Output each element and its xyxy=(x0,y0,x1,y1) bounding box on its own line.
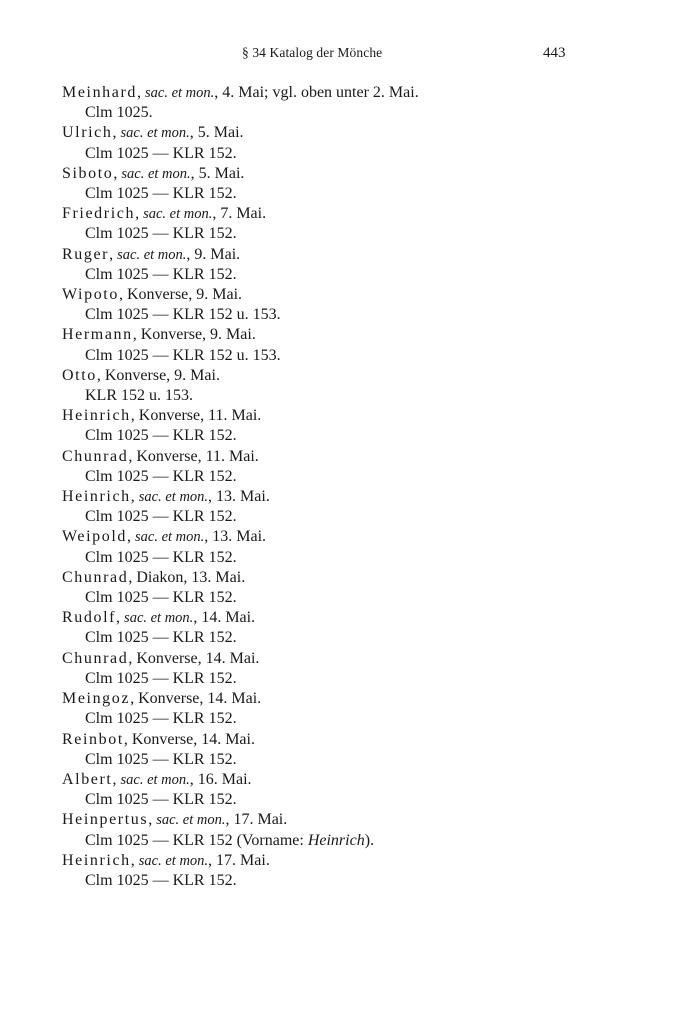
role-italic: sac. et mon. xyxy=(120,125,190,142)
role-italic: sac. et mon. xyxy=(117,246,187,263)
separator: , xyxy=(137,84,146,101)
entry-head-line xyxy=(62,447,662,467)
catalog-entry xyxy=(62,123,662,163)
entry-detail: Diakon, 13. Mai. xyxy=(136,568,246,586)
separator: , xyxy=(130,488,139,506)
entry-detail: , 14. Mai. xyxy=(193,609,256,627)
entry-head-line xyxy=(62,851,662,871)
monk-name: Ruger xyxy=(62,245,110,263)
page-number: 443 xyxy=(543,45,566,61)
catalog-entry xyxy=(62,164,662,204)
entry-head-line xyxy=(62,366,662,386)
reference-text: Clm 1025 — KLR 152. xyxy=(85,669,237,687)
entry-reference xyxy=(62,467,662,487)
reference-text: Clm 1025 — KLR 152. xyxy=(85,548,237,566)
monk-catalog-list xyxy=(62,83,662,891)
catalog-entry xyxy=(62,447,662,487)
monk-name: Heinpertus xyxy=(62,811,149,829)
entry-detail: Konverse, 11. Mai. xyxy=(138,407,262,425)
catalog-entry xyxy=(62,608,662,648)
entry-reference xyxy=(62,144,662,164)
role-italic: sac. et mon. xyxy=(135,529,205,546)
separator: , xyxy=(109,245,118,263)
role-italic: sac. et mon. xyxy=(156,812,226,829)
entry-reference xyxy=(62,265,662,285)
entry-head-line xyxy=(62,527,662,547)
entry-head-line xyxy=(62,406,662,426)
catalog-entry xyxy=(62,568,662,608)
catalog-entry xyxy=(62,851,662,891)
entry-detail: , 5. Mai. xyxy=(189,124,244,142)
entry-reference xyxy=(62,386,662,406)
entry-head-line xyxy=(62,649,662,669)
entry-detail: , 7. Mai. xyxy=(212,205,267,223)
entry-reference xyxy=(62,103,662,123)
role-italic: sac. et mon. xyxy=(143,206,213,223)
entry-detail: , 16. Mai. xyxy=(189,770,252,788)
entry-reference xyxy=(62,184,662,204)
entry-detail: , 17. Mai. xyxy=(225,811,288,829)
entry-reference xyxy=(62,831,662,851)
monk-name: Heinrich xyxy=(62,407,131,425)
monk-name: Wipoto xyxy=(62,286,119,304)
separator: , xyxy=(128,447,137,465)
entry-reference xyxy=(62,628,662,648)
entry-detail: , 13. Mai. xyxy=(208,488,270,506)
separator: , xyxy=(130,690,139,708)
entry-detail: Konverse, 14. Mai. xyxy=(136,649,260,667)
reference-text: Clm 1025 — KLR 152. xyxy=(85,508,237,526)
reference-text: Clm 1025 — KLR 152. xyxy=(85,589,237,607)
monk-name: Albert xyxy=(62,770,113,788)
reference-text: Clm 1025 — KLR 152. xyxy=(85,467,237,485)
monk-name: Weipold xyxy=(62,528,128,546)
entry-head-line xyxy=(62,164,662,184)
entry-head-line xyxy=(62,285,662,305)
catalog-entry xyxy=(62,366,662,406)
monk-name: Siboto xyxy=(62,164,114,182)
reference-text: Clm 1025 — KLR 152. xyxy=(85,265,237,283)
running-head xyxy=(0,45,700,67)
entry-head-line xyxy=(62,487,662,507)
entry-reference xyxy=(62,588,662,608)
entry-detail: Konverse, 11. Mai. xyxy=(136,447,259,465)
reference-note-prefix: (Vorname: xyxy=(232,831,308,849)
entry-head-line xyxy=(62,204,662,224)
role-italic: sac. et mon. xyxy=(121,165,191,182)
catalog-entry xyxy=(62,527,662,567)
reference-text: Clm 1025 — KLR 152. xyxy=(85,225,237,243)
monk-name: Rudolf xyxy=(62,609,117,627)
entry-reference xyxy=(62,346,662,366)
entry-reference xyxy=(62,709,662,729)
entry-reference xyxy=(62,507,662,527)
entry-reference xyxy=(62,548,662,568)
role-italic: sac. et mon. xyxy=(120,771,190,788)
reference-text: Clm 1025 — KLR 152. xyxy=(85,185,237,203)
separator: , xyxy=(130,851,139,869)
entry-reference xyxy=(62,790,662,810)
separator: , xyxy=(112,124,121,142)
entry-head-line xyxy=(62,730,662,750)
entry-detail: Konverse, 9. Mai. xyxy=(104,366,220,384)
catalog-entry xyxy=(62,487,662,527)
reference-text: Clm 1025 — KLR 152 u. 153. xyxy=(85,306,281,324)
monk-name: Meingoz xyxy=(62,690,131,708)
reference-note-italic: Heinrich xyxy=(307,831,365,849)
reference-text: Clm 1025 — KLR 152. xyxy=(85,144,237,162)
separator: , xyxy=(127,528,136,546)
monk-name: Heinrich xyxy=(62,851,131,869)
role-italic: sac. et mon. xyxy=(138,489,209,506)
catalog-entry xyxy=(62,204,662,244)
separator: , xyxy=(113,164,122,182)
reference-text: Clm 1025 — KLR 152 u. 153. xyxy=(85,346,281,364)
entry-reference xyxy=(62,224,662,244)
entry-detail: Konverse, 9. Mai. xyxy=(140,326,256,344)
reference-text: Clm 1025 — KLR 152. xyxy=(85,791,237,809)
entry-head-line xyxy=(62,83,662,103)
catalog-entry xyxy=(62,810,662,850)
entry-detail: Konverse, 9. Mai. xyxy=(126,286,243,304)
monk-name: Reinbot xyxy=(62,730,124,748)
entry-detail: Konverse, 14. Mai. xyxy=(131,730,255,748)
monk-name: Otto xyxy=(62,366,97,384)
entry-head-line xyxy=(62,770,662,790)
separator: , xyxy=(128,649,137,667)
catalog-entry xyxy=(62,285,662,325)
entry-detail: , 9. Mai. xyxy=(186,245,241,263)
separator: , xyxy=(118,286,127,304)
catalog-entry xyxy=(62,406,662,446)
separator: , xyxy=(128,568,137,586)
catalog-entry xyxy=(62,730,662,770)
reference-text: Clm 1025 — KLR 152. xyxy=(85,710,237,728)
reference-text: Clm 1025 — KLR 152 xyxy=(85,831,233,849)
entry-head-line xyxy=(62,123,662,143)
catalog-entry xyxy=(62,689,662,729)
monk-name: Chunrad xyxy=(62,447,129,465)
catalog-entry xyxy=(62,83,662,123)
monk-name: Ulrich xyxy=(62,124,113,142)
entry-reference xyxy=(62,669,662,689)
separator: , xyxy=(123,730,132,748)
role-italic: sac. et mon. xyxy=(145,85,215,101)
separator: , xyxy=(148,811,157,829)
separator: , xyxy=(112,770,121,788)
entry-reference xyxy=(62,871,662,891)
running-title: § 34 Katalog der Mönche xyxy=(242,45,383,60)
monk-name: Friedrich xyxy=(62,205,136,223)
reference-note-suffix: ). xyxy=(364,831,375,849)
reference-text: Clm 1025 — KLR 152. xyxy=(85,871,237,889)
catalog-entry xyxy=(62,245,662,285)
entry-reference xyxy=(62,305,662,325)
separator: , xyxy=(96,366,105,384)
entry-detail: , 5. Mai. xyxy=(190,164,245,182)
entry-head-line xyxy=(62,325,662,345)
role-italic: sac. et mon. xyxy=(124,610,194,627)
entry-detail: Konverse, 14. Mai. xyxy=(138,690,262,708)
entry-head-line xyxy=(62,568,662,588)
reference-text: KLR 152 u. 153. xyxy=(85,387,193,405)
entry-detail: , 17. Mai. xyxy=(208,851,270,869)
monk-name: Hermann xyxy=(62,326,133,344)
reference-text: Clm 1025 — KLR 152. xyxy=(85,427,237,445)
entry-reference xyxy=(62,426,662,446)
monk-name: Chunrad xyxy=(62,649,129,667)
entry-reference xyxy=(62,750,662,770)
catalog-entry xyxy=(62,325,662,365)
separator: , xyxy=(135,205,144,223)
reference-text: Clm 1025. xyxy=(85,104,153,122)
monk-name: Meinhard xyxy=(62,84,138,101)
monk-name: Chunrad xyxy=(62,568,129,586)
reference-text: Clm 1025 — KLR 152. xyxy=(85,750,237,768)
entry-head-line xyxy=(62,810,662,830)
catalog-entry xyxy=(62,770,662,810)
entry-head-line xyxy=(62,245,662,265)
role-italic: sac. et mon. xyxy=(138,852,209,869)
monk-name: Heinrich xyxy=(62,488,131,506)
separator: , xyxy=(132,326,141,344)
entry-detail: , 4. Mai; vgl. oben unter 2. Mai. xyxy=(214,84,419,101)
entry-head-line xyxy=(62,608,662,628)
catalog-entry xyxy=(62,649,662,689)
entry-head-line xyxy=(62,689,662,709)
separator: , xyxy=(130,407,139,425)
reference-text: Clm 1025 — KLR 152. xyxy=(85,629,237,647)
entry-detail: , 13. Mai. xyxy=(204,528,267,546)
separator: , xyxy=(116,609,125,627)
